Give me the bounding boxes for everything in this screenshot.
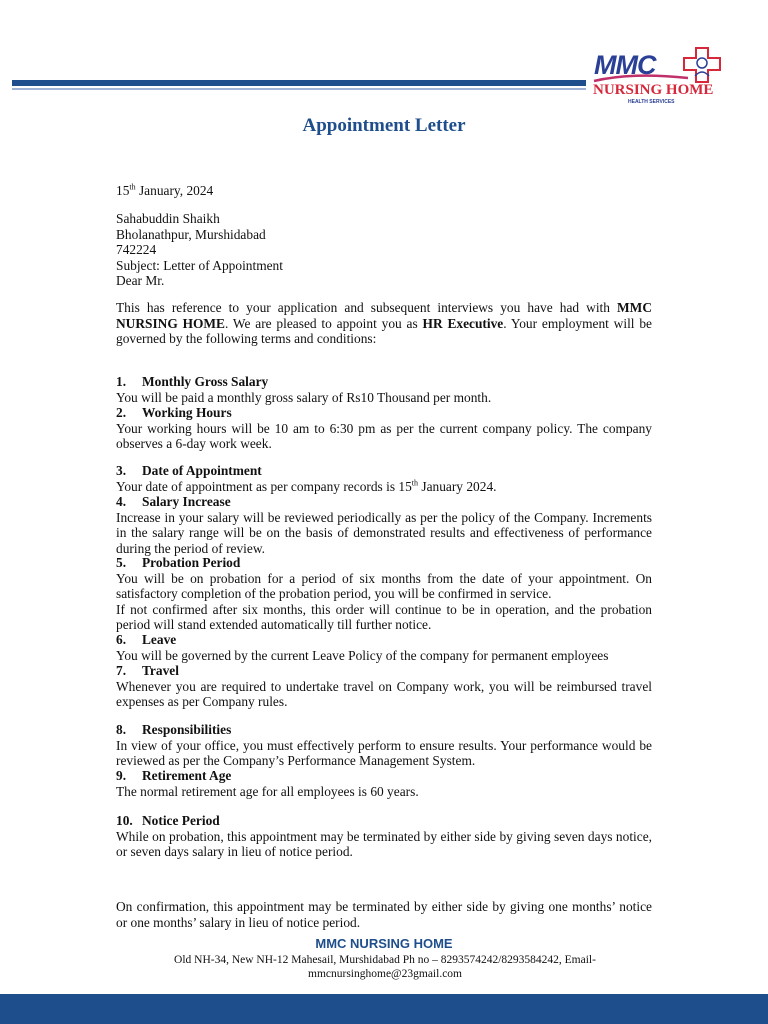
section-working-hours [116,405,652,452]
recipient-pin: 742224 [116,242,157,258]
section-body: While on probation, this appointment may be terminated by either side by giving seven days notice, or seven days salary in lieu of notice period. [116,828,652,860]
section-body: You will be paid a monthly gross salary of Rs10 Thousand per month. [116,389,492,405]
logo-tagline: HEALTH SERVICES [628,99,675,105]
recipient-address: Bholanathpur, Murshidabad [116,226,266,242]
date-day: 15 [116,183,130,198]
section-body [116,479,652,495]
section-heading: Monthly Gross Salary [142,374,269,389]
section-salary-increase [116,494,652,556]
header-rule-thin [12,88,586,90]
section-body-post: January 2024. [418,478,497,494]
closing-paragraph: On confirmation, this appointment may be terminated by either side by giving one months’ notice or one months’ salary in lieu of notice period. [116,899,652,930]
letter-subject: Subject: Letter of Appointment [116,257,283,273]
section-notice-period [116,813,652,860]
section-body: In view of your office, you must effectively perform to ensure results. Your performance would be reviewed as per the Company’s Performance Management System. [116,737,652,769]
section-heading: Responsibilities [142,722,232,737]
section-heading: Travel [142,663,179,678]
section-number: 4. [116,494,127,509]
footer-address: Old NH-34, New NH-12 Mahesail, Murshidabad Ph no – 8293574242/8293584242, Email-mmcnursinghome@23gmail.com [174,954,596,980]
section-body: The normal retirement age for all employees is 60 years. [116,783,419,799]
section-number: 5. [116,555,127,570]
intro-role: HR Executive [422,315,504,331]
section-number: 2. [116,405,127,420]
section-body: You will be on probation for a period of six months from the date of your appointment. On satisfactory completion of the probation period, you will be confirmed in service. [116,570,652,602]
section-body-sup: th [411,478,419,488]
section-number: 9. [116,768,127,783]
logo-name: NURSING HOME [593,82,714,98]
section-heading: Probation Period [142,555,241,570]
company-logo [588,44,738,106]
header-rule [12,80,586,86]
page-title: Appointment Letter [302,115,466,136]
section-travel [116,663,652,710]
section-heading: Leave [142,632,177,647]
section-retirement-age [116,768,652,799]
section-body: You will be governed by the current Leave Policy of the company for permanent employees [116,647,609,663]
section-leave [116,632,652,663]
letter-date [116,183,652,199]
salutation: Dear Mr. [116,273,165,289]
section-salary [116,374,652,405]
section-number: 8. [116,722,127,737]
section-heading: Date of Appointment [142,463,262,478]
section-date-of-appointment [116,463,652,494]
intro-company: MMC NURSING HOME [116,300,652,331]
section-heading: Notice Period [142,813,220,828]
footer-company-name: MMC NURSING HOME [315,936,453,951]
section-body: Your working hours will be 10 am to 6:30 pm as per the current company policy. The company observes a 6-day work week. [116,420,652,452]
section-heading: Working Hours [142,405,232,420]
section-heading: Salary Increase [142,494,231,509]
intro-paragraph [116,300,652,347]
recipient-block [116,211,652,289]
section-number: 1. [116,374,127,389]
section-number: 6. [116,632,127,647]
section-probation [116,555,652,633]
date-suffix: th [129,182,136,192]
intro-text-1: This has reference to your application and subsequent interviews you have had with [116,300,618,315]
section-body-2: If not confirmed after six months, this order will continue to be in operation, and the probation period will stand extended automatically till further notice. [116,601,652,633]
recipient-name: Sahabuddin Shaikh [116,211,220,226]
logo-brand: MMC [594,50,656,80]
date-rest: January, 2024 [135,183,214,198]
section-body: Increase in your salary will be reviewed periodically as per the policy of the Company. Increments in the salary range will be on the basis of demonstrated results and effectiveness of performance during the period of review. [116,509,652,556]
section-number: 10. [116,813,133,828]
section-number: 7. [116,663,127,678]
footer-bar [0,994,768,1024]
section-body: Whenever you are required to undertake travel on Company work, you will be reimbursed travel expenses as per Company rules. [116,678,652,710]
intro-text-2: . We are pleased to appoint you as [224,315,423,331]
intro-text-3: . Your employment will be governed by the following terms and conditions: [116,315,652,347]
section-responsibilities [116,722,652,769]
section-number: 3. [116,463,127,478]
section-body-pre: Your date of appointment as per company records is 15 [116,478,412,494]
section-heading: Retirement Age [142,768,232,783]
medical-cross-icon [682,46,722,84]
